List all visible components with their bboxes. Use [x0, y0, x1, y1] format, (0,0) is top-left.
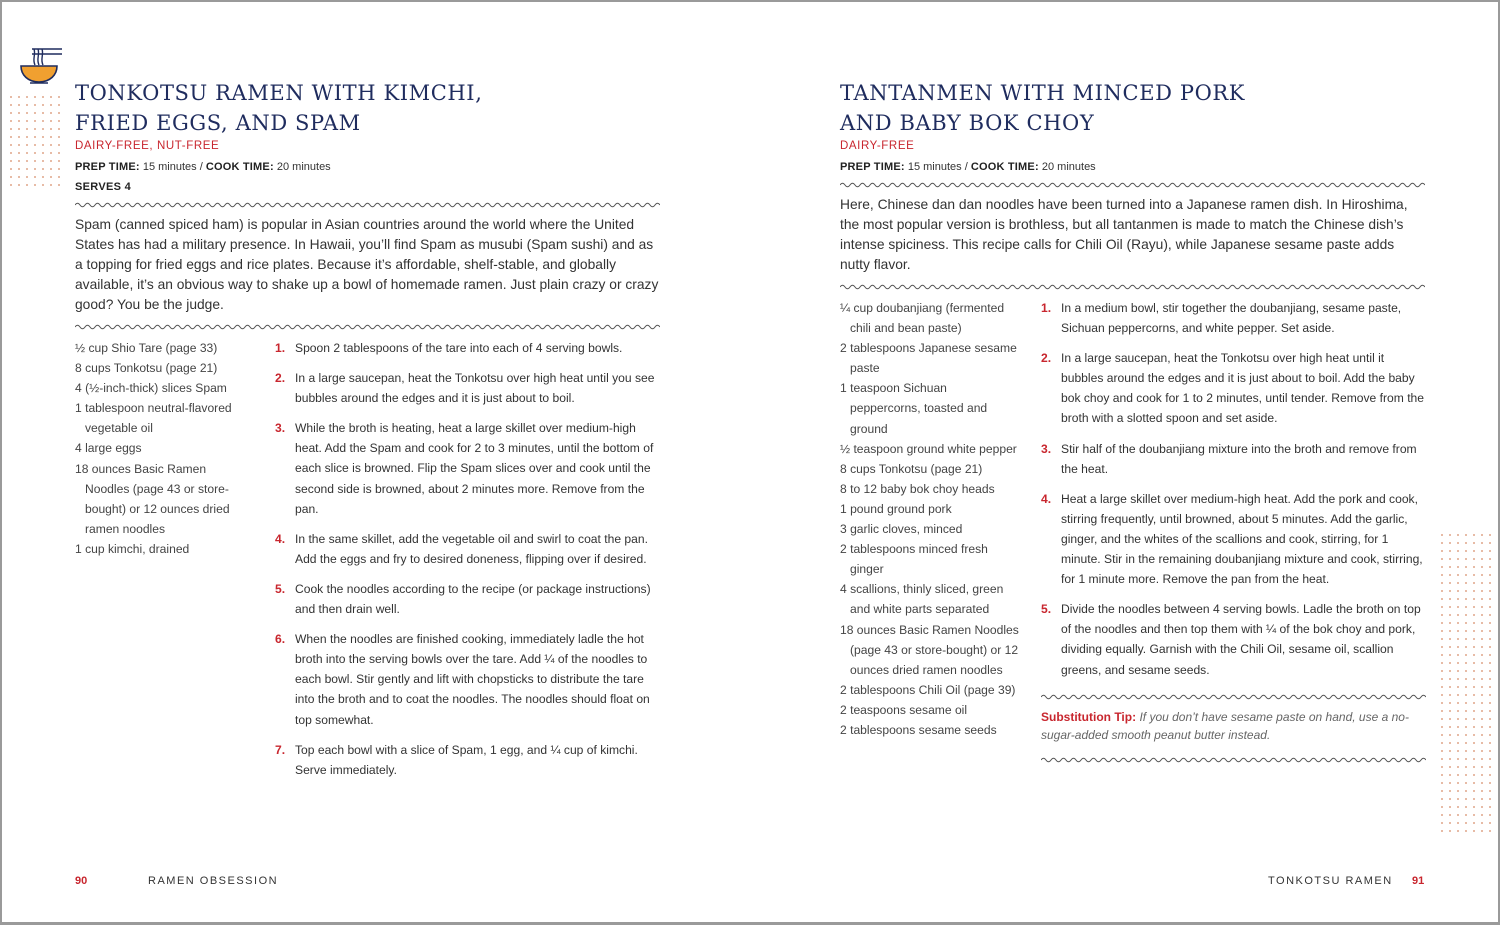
step-number: 4. — [275, 531, 286, 546]
running-head: RAMEN OBSESSION — [148, 875, 279, 887]
step-text: Top each bowl with a slice of Spam, 1 egg, and ¼ cup of kimchi. Serve immediately. — [295, 742, 638, 777]
cook-time-value: 20 minutes — [276, 161, 331, 173]
step-text: In a medium bowl, stir together the doubanjiang, sesame paste, Sichuan peppercorns, and white pepper. Set aside. — [1061, 301, 1402, 336]
right-page — [751, 2, 1498, 922]
step-text: Heat a large skillet over medium-high heat. Add the pork and cook, stirring frequently, until browned, about 5 minutes. Add the garlic, ginger, and the whites of the scallions and cook, stirring, for 1 minute. Stir in the remaining doubanjiang mixture and cook, stirring, for 1 minute more. Remove the pan from the heat. — [1061, 491, 1423, 587]
step-number: 6. — [275, 632, 286, 647]
step-item — [275, 740, 663, 780]
cook-time-label: COOK TIME: — [205, 161, 274, 173]
prep-time-value: 15 minutes / — [907, 161, 968, 173]
ingredient-list — [75, 338, 253, 559]
running-head: TONKOTSU RAMEN — [1268, 875, 1393, 887]
serves-count: SERVES 4 — [75, 181, 132, 193]
step-number: 2. — [1041, 351, 1052, 366]
prep-time-value: 15 minutes / — [142, 161, 203, 173]
step-item — [275, 629, 663, 729]
ingredient-item: 8 cups Tonkotsu (page 21) — [840, 461, 983, 476]
step-item — [275, 418, 663, 518]
step-text: Cook the noodles according to the recipe (or package instructions) and then drain well. — [295, 581, 651, 617]
step-text: When the noodles are finished cooking, immediately ladle the hot broth into the serving bowls over the tare. Add ¼ of the noodles to each bowl. Stir gently and lift with chopsticks to distribute the tare into the broth and to coat the noodles. The noodles should float on top somewhat. — [295, 632, 650, 727]
wavy-divider — [75, 201, 660, 209]
cook-time-value: 20 minutes — [1041, 161, 1096, 173]
wavy-divider — [840, 283, 1425, 291]
prep-time-label: PREP TIME: — [75, 161, 140, 173]
tip-label: Substitution Tip: — [1041, 710, 1137, 724]
ingredient-item: 2 teaspoons sesame oil — [840, 702, 968, 717]
recipe-title — [840, 78, 1460, 138]
recipe-title-line: FRIED EGGS, AND SPAM — [75, 111, 361, 135]
dietary-labels: DAIRY-FREE — [840, 140, 915, 152]
step-number: 3. — [275, 421, 286, 436]
ingredient-item: 3 garlic cloves, minced — [840, 522, 963, 537]
ramen-bowl-icon — [19, 44, 65, 86]
dietary-labels: DAIRY-FREE, NUT-FREE — [75, 140, 220, 152]
cook-time-label: COOK TIME: — [970, 161, 1039, 173]
recipe-title-line: AND BABY BOK CHOY — [840, 111, 1095, 135]
ingredient-item: ¼ cup doubanjiang (fermented chili and bean paste) — [840, 301, 1005, 336]
step-item — [1041, 599, 1427, 679]
page-number: 91 — [1412, 875, 1425, 887]
tip-text: If you don’t have sesame paste on hand, use a no-sugar-added smooth peanut butter instead. — [1041, 710, 1409, 742]
step-item — [275, 338, 663, 358]
step-text: Spoon 2 tablespoons of the tare into each of 4 serving bowls. — [295, 341, 623, 355]
recipe-intro: Here, Chinese dan dan noodles have been turned into a Japanese ramen dish. In Hiroshima, the most popular version is brothless, but all tantanmen is made to match the Chinese dish’s intense spiciness. This recipe calls for Chili Oil (Rayu), while Japanese sesame paste adds nutty flavor. — [840, 197, 1408, 273]
step-number: 7. — [275, 742, 286, 757]
step-list — [275, 338, 663, 790]
wavy-divider — [75, 323, 660, 331]
step-item — [1041, 348, 1427, 428]
step-number: 4. — [1041, 491, 1052, 506]
step-text: Divide the noodles between 4 serving bowls. Ladle the broth on top of the noodles and then top them with ¼ of the bok choy and pork, dividing equally. Garnish with the Chili Oil, sesame oil, scallion greens, and sesame seeds. — [1061, 602, 1421, 677]
substitution-tip — [1041, 708, 1426, 744]
recipe-title-line: TANTANMEN WITH MINCED PORK — [840, 81, 1246, 105]
step-item — [275, 368, 663, 408]
recipe-title-line: TONKOTSU RAMEN WITH KIMCHI, — [75, 81, 483, 105]
decorative-dot-pattern — [8, 94, 64, 190]
prep-time-label: PREP TIME: — [840, 161, 905, 173]
ingredient-item: 8 to 12 baby bok choy heads — [840, 481, 995, 496]
ingredient-item: 4 scallions, thinly sliced, green and white parts separated — [840, 582, 1004, 617]
ingredient-item: 1 pound ground pork — [840, 501, 952, 516]
step-text: In the same skillet, add the vegetable oil and swirl to coat the pan. Add the eggs and fry to desired doneness, flipping over if desired. — [295, 531, 648, 566]
ingredient-item: 1 cup kimchi, drained — [75, 541, 190, 556]
prep-cook-times — [840, 161, 1096, 173]
ingredient-item: 2 tablespoons Chili Oil (page 39) — [840, 682, 1016, 697]
ingredient-item: 4 (½-inch-thick) slices Spam — [75, 381, 227, 396]
step-number: 5. — [1041, 602, 1052, 617]
ingredient-item: 4 large eggs — [75, 441, 142, 456]
ingredient-item: ½ teaspoon ground white pepper — [840, 441, 1017, 456]
wavy-divider — [1041, 693, 1426, 701]
ingredient-item: 18 ounces Basic Ramen Noodles (page 43 or store-bought) or 12 ounces dried ramen noodles — [75, 461, 230, 536]
step-item — [1041, 489, 1427, 589]
step-number: 5. — [275, 581, 286, 596]
step-text: In a large saucepan, heat the Tonkotsu over high heat until you see bubbles around the edges and it is just about to boil. — [295, 371, 655, 406]
step-item — [1041, 298, 1427, 338]
decorative-dot-pattern — [1439, 532, 1495, 832]
ingredient-item: 8 cups Tonkotsu (page 21) — [75, 361, 218, 376]
recipe-title — [75, 78, 695, 138]
ingredient-item: 2 tablespoons sesame seeds — [840, 722, 997, 737]
step-number: 1. — [1041, 301, 1052, 315]
step-number: 2. — [275, 371, 286, 386]
ingredient-item: 2 tablespoons minced fresh ginger — [840, 542, 988, 577]
page-number: 90 — [75, 875, 88, 887]
step-text: Stir half of the doubanjiang mixture into the broth and remove from the heat. — [1061, 441, 1417, 476]
prep-cook-times — [75, 161, 331, 173]
ingredient-list — [840, 298, 1020, 740]
recipe-intro: Spam (canned spiced ham) is popular in Asian countries around the world where the United States has had a military presence. In Hawaii, you’ll find Spam as musubi (Spam sushi) and as a topping for fried eggs and rice plates. Because it’s affordable, shelf-stable, and globally available, it’s an obvious way to shake up a bowl of homemade ramen. Just plain crazy or crazy good? You be the judge. — [75, 217, 659, 313]
step-item — [275, 529, 663, 569]
ingredient-item: 2 tablespoons Japanese sesame paste — [840, 341, 1017, 376]
step-text: In a large saucepan, heat the Tonkotsu over high heat until it bubbles around the edges and it is just about to boil. Add the baby bok choy and cook for 1 to 2 minutes, until tender. Remove from the broth with a slotted spoon and set aside. — [1061, 351, 1425, 426]
wavy-divider — [840, 181, 1425, 189]
step-item — [275, 579, 663, 619]
ingredient-item: 1 teaspoon Sichuan peppercorns, toasted and ground — [840, 381, 988, 436]
ingredient-item: 1 tablespoon neutral-flavored vegetable oil — [75, 401, 232, 436]
step-item — [1041, 439, 1427, 479]
step-list — [1041, 298, 1427, 690]
ingredient-item: ½ cup Shio Tare (page 33) — [75, 341, 218, 355]
step-number: 3. — [1041, 441, 1052, 456]
step-text: While the broth is heating, heat a large skillet over medium-high heat. Add the Spam and cook for 2 to 3 minutes, until the bottom of each slice is browned. Flip the Spam slices over and cook until the second side is browned, about 2 minutes more. Remove from the pan. — [295, 421, 654, 516]
left-page — [2, 2, 751, 922]
wavy-divider — [1041, 756, 1426, 764]
ingredient-item: 18 ounces Basic Ramen Noodles (page 43 or store-bought) or 12 ounces dried ramen noodles — [840, 622, 1019, 677]
step-number: 1. — [275, 341, 286, 355]
